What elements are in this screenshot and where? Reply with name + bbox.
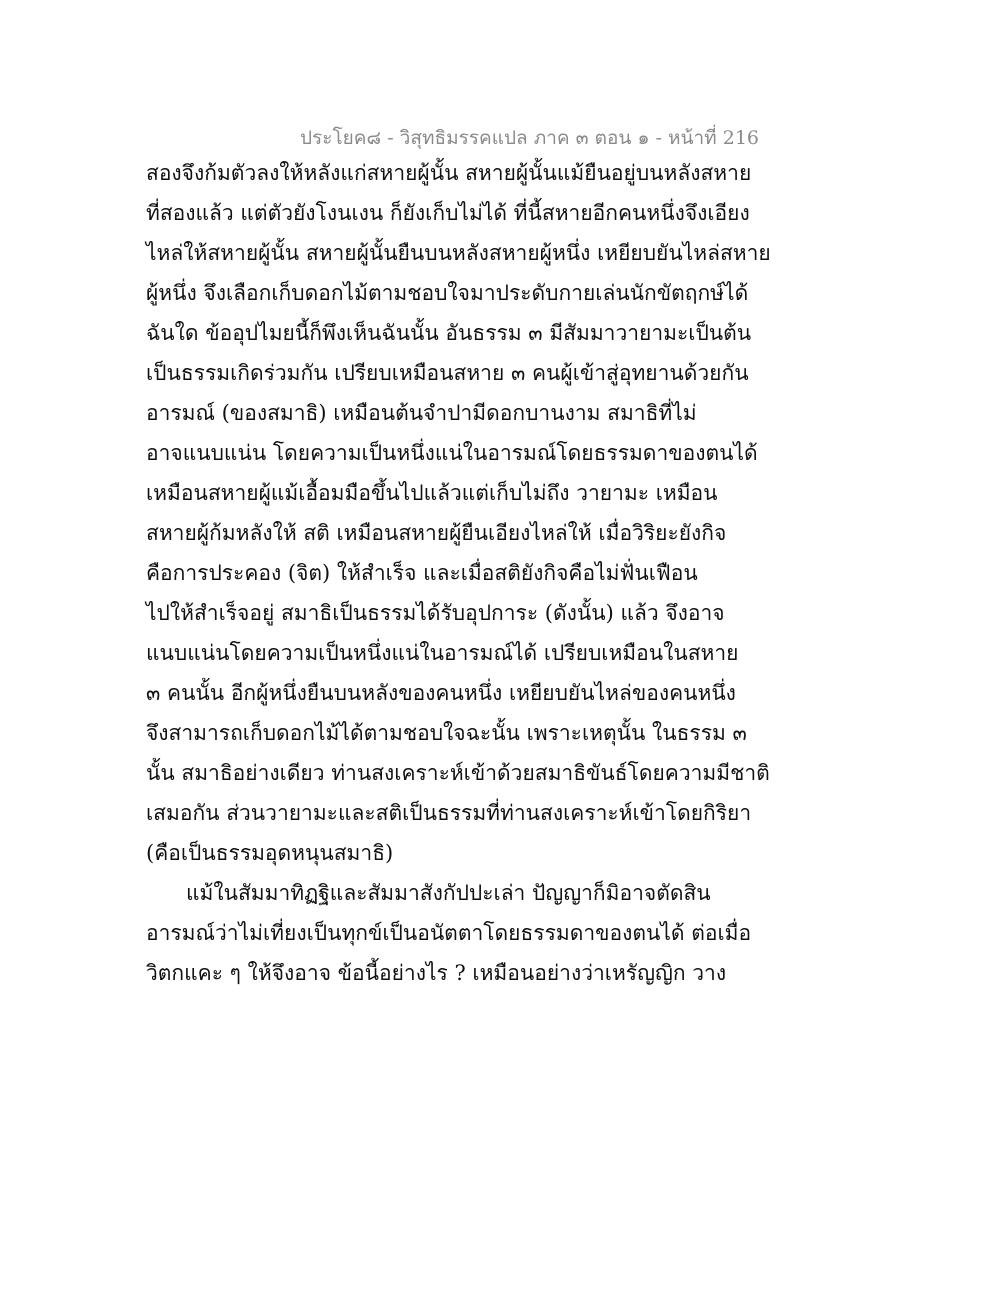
text-line: เหมือนสหายผู้แม้เอื้อมมือขึ้นไปแล้วแต่เก็บไม่ถึง วายามะ เหมือน bbox=[146, 481, 718, 505]
text-line: เป็นธรรมเกิดร่วมกัน เปรียบเหมือนสหาย ๓ คนผู้เข้าสู่อุทยานด้วยกัน bbox=[146, 361, 749, 385]
text-line: จึงสามารถเก็บดอกไม้ได้ตามชอบใจฉะนั้น เพราะเหตุนั้น ในธรรม ๓ bbox=[146, 721, 747, 745]
text-line: วิตกแคะ ๆ ให้จึงอาจ ข้อนี้อย่างไร ? เหมือนอย่างว่าเหรัญญิก วาง bbox=[146, 961, 727, 985]
text-line: แนบแน่นโดยความเป็นหนึ่งแน่ในอารมณ์ได้ เปรียบเหมือนในสหาย bbox=[146, 641, 739, 665]
running-header: ประโยค๘ - วิสุทธิมรรคแปล ภาค ๓ ตอน ๑ - หน้าที่ 216 bbox=[300, 127, 760, 149]
text-line: ไปให้สำเร็จอยู่ สมาธิเป็นธรรมได้รับอุปการะ (ดังนั้น) แล้ว จึงอาจ bbox=[146, 601, 725, 625]
paragraph-first-line: แม้ในสัมมาทิฏฐิและสัมมาสังกัปปะเล่า ปัญญาก็มิอาจตัดสิน bbox=[186, 881, 711, 905]
text-line: สองจึงก้มตัวลงให้หลังแก่สหายผู้นั้น สหายผู้นั้นแม้ยืนอยู่บนหลังสหาย bbox=[146, 161, 752, 185]
text-line: ผู้หนึ่ง จึงเลือกเก็บดอกไม้ตามชอบใจมาประดับกายเล่นนักขัตฤกษ์ได้ bbox=[146, 281, 749, 305]
text-line: อาจแนบแน่น โดยความเป็นหนึ่งแน่ในอารมณ์โดยธรรมดาของตนได้ bbox=[146, 441, 758, 465]
text-line: สหายผู้ก้มหลังให้ สติ เหมือนสหายผู้ยืนเอียงไหล่ให้ เมื่อวิริยะยังกิจ bbox=[146, 521, 727, 545]
text-line: อารมณ์ว่าไม่เที่ยงเป็นทุกข์เป็นอนัตตาโดยธรรมดาของตนได้ ต่อเมื่อ bbox=[146, 921, 752, 945]
text-line: คือการประคอง (จิต) ให้สำเร็จ และเมื่อสติยังกิจคือไม่ฟั่นเฟือน bbox=[146, 561, 698, 585]
text-line: (คือเป็นธรรมอุดหนุนสมาธิ) bbox=[146, 841, 394, 865]
text-line: เสมอกัน ส่วนวายามะและสติเป็นธรรมที่ท่านสงเคราะห์เข้าโดยกิริยา bbox=[146, 801, 752, 825]
text-line: ๓ คนนั้น อีกผู้หนึ่งยืนบนหลังของคนหนึ่ง เหยียบยันไหล่ของคนหนึ่ง bbox=[146, 681, 736, 705]
text-line: อารมณ์ (ของสมาธิ) เหมือนต้นจำปามีดอกบานงาม สมาธิที่ไม่ bbox=[146, 401, 697, 425]
text-line: ที่สองแล้ว แต่ตัวยังโงนเงน ก็ยังเก็บไม่ได้ ที่นี้สหายอีกคนหนึ่งจึงเอียง bbox=[146, 201, 750, 225]
text-line: ฉันใด ข้ออุปไมยนี้ก็พึงเห็นฉันนั้น อันธรรม ๓ มีสัมมาวายามะเป็นต้น bbox=[146, 321, 752, 345]
text-line: นั้น สมาธิอย่างเดียว ท่านสงเคราะห์เข้าด้วยสมาธิขันธ์โดยความมีชาติ bbox=[146, 761, 770, 785]
text-line: ไหล่ให้สหายผู้นั้น สหายผู้นั้นยืนบนหลังสหายผู้หนึ่ง เหยียบยันไหล่สหาย bbox=[146, 241, 771, 265]
